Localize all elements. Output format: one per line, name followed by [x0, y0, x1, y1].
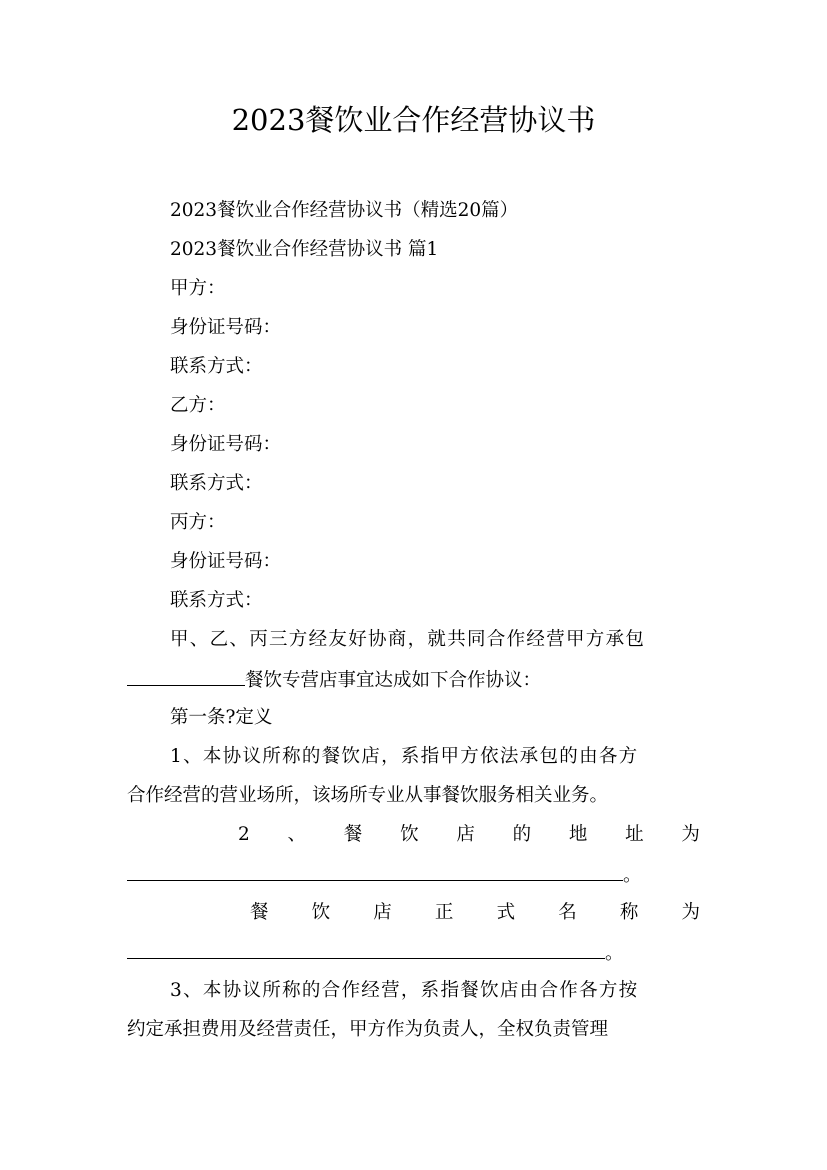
spaced-char: 的 — [512, 824, 532, 845]
spaced-char: 正 — [434, 902, 454, 923]
party-c-id-label: 身份证号码： — [170, 551, 282, 572]
spaced-char: 为 — [681, 902, 700, 923]
restaurant-name-blank — [127, 659, 245, 686]
party-b-label: 乙方： — [170, 395, 226, 416]
party-a-label: 甲方： — [170, 278, 226, 299]
party-b-contact-label: 联系方式： — [170, 473, 263, 494]
spaced-char: 2 — [238, 824, 250, 845]
intro-paragraph-line-2-text: 餐饮专营店事宜达成如下合作协议： — [245, 670, 542, 691]
party-c-label: 丙方： — [170, 512, 226, 533]
spaced-char: 为 — [681, 824, 700, 845]
name-blank-line — [127, 932, 703, 972]
spaced-char: 式 — [496, 902, 516, 923]
spaced-char: 址 — [625, 824, 644, 845]
spaced-char: 名 — [558, 902, 577, 923]
party-b-id-label: 身份证号码： — [170, 434, 282, 455]
clause-2-name-line — [250, 893, 700, 933]
spaced-char: 饮 — [311, 902, 331, 923]
intro-paragraph-line-1: 甲、乙、丙三方经友好协商，就共同合作经营甲方承包 — [170, 629, 646, 650]
spaced-char: 店 — [456, 824, 475, 845]
spaced-char: 饮 — [400, 824, 419, 845]
spaced-char: 地 — [568, 824, 588, 845]
article-1-heading: 第一条?定义 — [170, 707, 273, 728]
clause-2-address-line — [238, 815, 700, 855]
address-blank-line — [127, 854, 703, 894]
period: 。 — [623, 865, 642, 886]
spaced-char: 、 — [287, 824, 307, 845]
period: 。 — [605, 943, 624, 964]
party-a-id-label: 身份证号码： — [170, 317, 282, 338]
clause-1-line-1: 1、本协议所称的餐饮店，系指甲方依法承包的由各方 — [170, 746, 639, 767]
section-heading: 2023餐饮业合作经营协议书 篇1 — [170, 239, 439, 260]
subtitle: 2023餐饮业合作经营协议书（精选20篇） — [170, 200, 519, 221]
clause-1-line-2: 合作经营的营业场所，该场所专业从事餐饮服务相关业务。 — [127, 785, 609, 806]
clause-3-line-2: 约定承担费用及经营责任，甲方作为负责人，全权负责管理 — [127, 1019, 609, 1040]
spaced-char: 餐 — [343, 824, 363, 845]
spaced-char: 餐 — [250, 902, 269, 923]
spaced-char: 称 — [619, 902, 639, 923]
intro-paragraph-line-2 — [127, 659, 703, 699]
spaced-char: 店 — [373, 902, 392, 923]
document-title: 2023餐饮业合作经营协议书 — [231, 103, 596, 137]
official-name-blank — [127, 932, 605, 959]
party-c-contact-label: 联系方式： — [170, 590, 263, 611]
party-a-contact-label: 联系方式： — [170, 356, 263, 377]
clause-3-line-1: 3、本协议所称的合作经营，系指餐饮店由合作各方按 — [170, 980, 639, 1001]
address-blank — [127, 854, 623, 881]
